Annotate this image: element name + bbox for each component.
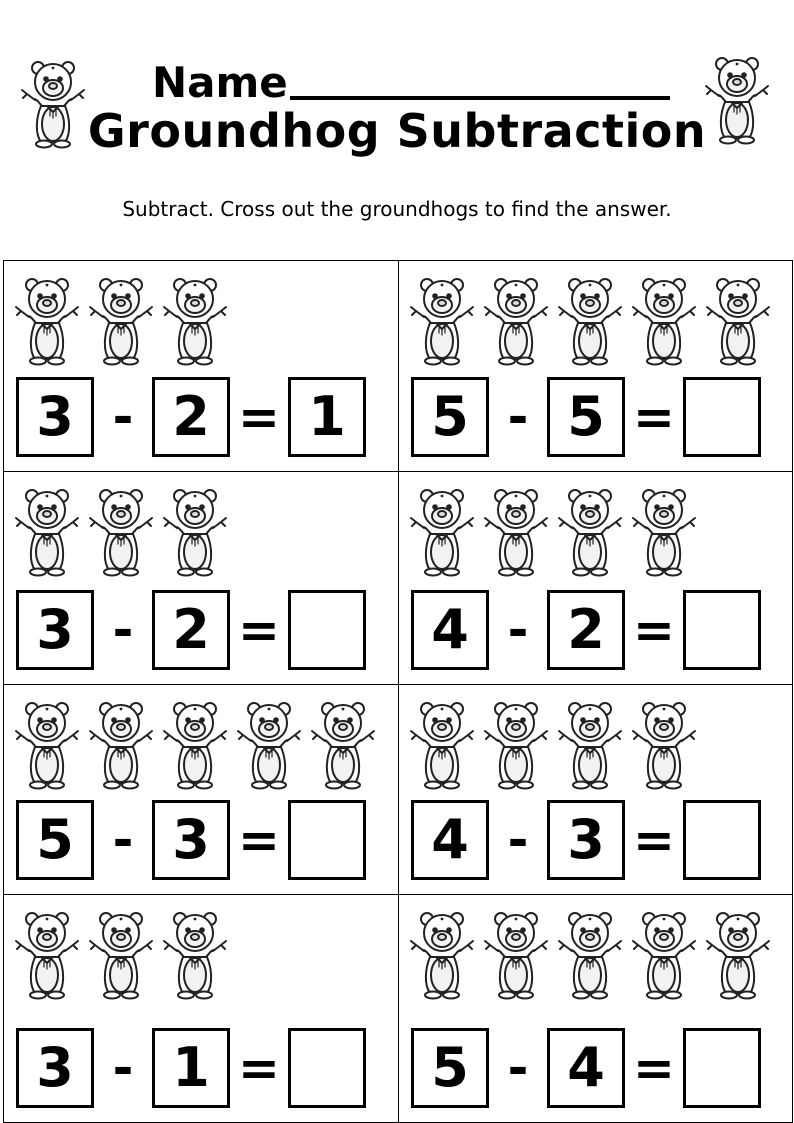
equals-sign: = xyxy=(633,811,675,869)
problem-cell xyxy=(398,894,793,1123)
minuend-box: 5 xyxy=(16,800,94,880)
equals-sign: = xyxy=(238,1039,280,1097)
equals-sign: = xyxy=(633,1039,675,1097)
problem-cell xyxy=(398,684,793,895)
name-blank-line[interactable] xyxy=(290,96,670,100)
groundhog-icon[interactable] xyxy=(86,482,156,582)
groundhog-icon[interactable] xyxy=(234,695,304,795)
groundhog-icon[interactable] xyxy=(629,482,699,582)
minuend-box: 5 xyxy=(411,1028,489,1108)
equation xyxy=(411,377,761,457)
answer-box[interactable] xyxy=(683,1028,761,1108)
groundhog-icon[interactable] xyxy=(160,695,230,795)
answer-box[interactable] xyxy=(683,590,761,670)
answer-box[interactable] xyxy=(683,377,761,457)
problem-cell xyxy=(3,894,399,1123)
equals-sign: = xyxy=(633,601,675,659)
groundhog-icon[interactable] xyxy=(407,482,477,582)
groundhog-icon[interactable] xyxy=(160,482,230,582)
groundhog-icon[interactable] xyxy=(703,271,773,371)
equals-sign: = xyxy=(633,388,675,446)
subtrahend-box: 5 xyxy=(547,377,625,457)
groundhog-icon[interactable] xyxy=(629,905,699,1005)
groundhog-icon[interactable] xyxy=(12,695,82,795)
equation xyxy=(411,1028,761,1108)
groundhog-icon[interactable] xyxy=(629,695,699,795)
groundhog-icon[interactable] xyxy=(555,271,625,371)
groundhog-icon[interactable] xyxy=(12,905,82,1005)
groundhog-icon[interactable] xyxy=(308,695,378,795)
minuend-box: 3 xyxy=(16,590,94,670)
groundhog-row xyxy=(407,905,773,1005)
equation xyxy=(16,590,366,670)
equation xyxy=(16,800,366,880)
minus-sign: - xyxy=(507,1039,529,1097)
subtrahend-box: 3 xyxy=(152,800,230,880)
minus-sign: - xyxy=(507,388,529,446)
name-field[interactable] xyxy=(152,54,670,107)
subtrahend-box: 2 xyxy=(152,377,230,457)
groundhog-icon[interactable] xyxy=(160,905,230,1005)
equation xyxy=(411,800,761,880)
minus-sign: - xyxy=(112,1039,134,1097)
groundhog-icon[interactable] xyxy=(86,695,156,795)
groundhog-row xyxy=(407,482,699,582)
groundhog-icon[interactable] xyxy=(481,271,551,371)
minuend-box: 3 xyxy=(16,377,94,457)
problem-cell xyxy=(398,471,793,685)
equation xyxy=(16,1028,366,1108)
groundhog-icon[interactable] xyxy=(555,695,625,795)
minuend-box: 3 xyxy=(16,1028,94,1108)
groundhog-row xyxy=(407,695,699,795)
minuend-box: 4 xyxy=(411,800,489,880)
answer-box[interactable] xyxy=(288,1028,366,1108)
minuend-box: 4 xyxy=(411,590,489,670)
groundhog-icon[interactable] xyxy=(703,905,773,1005)
problem-cell xyxy=(3,684,399,895)
equals-sign: = xyxy=(238,388,280,446)
groundhog-icon[interactable] xyxy=(12,482,82,582)
minuend-box: 5 xyxy=(411,377,489,457)
groundhog-icon[interactable] xyxy=(555,482,625,582)
groundhog-icon[interactable] xyxy=(407,695,477,795)
page-title: Groundhog Subtraction xyxy=(87,104,707,158)
groundhog-row xyxy=(12,695,378,795)
instructions: Subtract. Cross out the groundhogs to find the answer. xyxy=(122,197,672,221)
equation xyxy=(411,590,761,670)
groundhog-icon[interactable] xyxy=(481,482,551,582)
groundhog-icon[interactable] xyxy=(407,905,477,1005)
subtrahend-box: 1 xyxy=(152,1028,230,1108)
minus-sign: - xyxy=(112,601,134,659)
groundhog-icon[interactable] xyxy=(407,271,477,371)
problem-cell xyxy=(3,260,399,472)
answer-box[interactable] xyxy=(288,800,366,880)
subtrahend-box: 2 xyxy=(547,590,625,670)
groundhog-icon[interactable] xyxy=(160,271,230,371)
groundhog-icon[interactable] xyxy=(481,905,551,1005)
subtrahend-box: 2 xyxy=(152,590,230,670)
groundhog-icon[interactable] xyxy=(86,905,156,1005)
answer-box[interactable]: 1 xyxy=(288,377,366,457)
groundhog-icon[interactable] xyxy=(12,271,82,371)
answer-box[interactable] xyxy=(288,590,366,670)
problem-cell xyxy=(398,260,793,472)
subtrahend-box: 4 xyxy=(547,1028,625,1108)
groundhog-row xyxy=(12,905,230,1005)
groundhog-icon[interactable] xyxy=(555,905,625,1005)
equals-sign: = xyxy=(238,811,280,869)
minus-sign: - xyxy=(112,811,134,869)
minus-sign: - xyxy=(112,388,134,446)
name-label: Name xyxy=(152,58,288,107)
minus-sign: - xyxy=(507,601,529,659)
equals-sign: = xyxy=(238,601,280,659)
groundhog-icon[interactable] xyxy=(629,271,699,371)
groundhog-row xyxy=(407,271,773,371)
groundhog-row xyxy=(12,482,230,582)
answer-box[interactable] xyxy=(683,800,761,880)
equation xyxy=(16,377,366,457)
groundhog-icon[interactable] xyxy=(86,271,156,371)
problem-cell xyxy=(3,471,399,685)
subtrahend-box: 3 xyxy=(547,800,625,880)
groundhog-icon[interactable] xyxy=(481,695,551,795)
minus-sign: - xyxy=(507,811,529,869)
groundhog-row xyxy=(12,271,230,371)
